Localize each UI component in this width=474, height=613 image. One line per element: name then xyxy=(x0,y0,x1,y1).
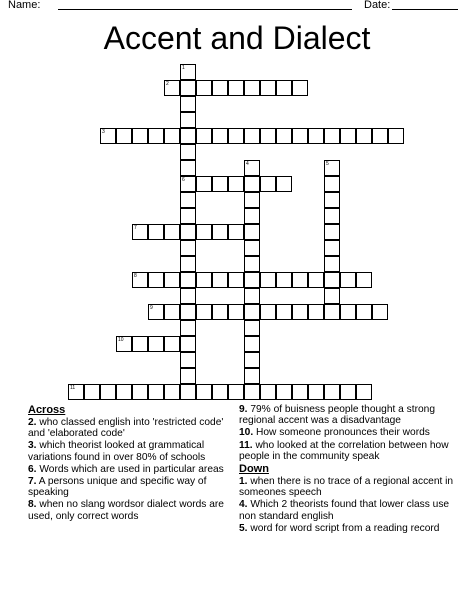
grid-cell-number: 9 xyxy=(150,305,153,311)
grid-cell[interactable] xyxy=(292,80,308,96)
grid-cell[interactable] xyxy=(340,384,356,400)
down-clue-1: 1. when there is no trace of a regional accent in someones speech xyxy=(239,476,454,499)
grid-cell[interactable] xyxy=(180,128,196,144)
grid-cell[interactable] xyxy=(180,336,196,352)
grid-cell[interactable] xyxy=(356,304,372,320)
grid-cell-number: 5 xyxy=(326,161,329,167)
grid-cell[interactable] xyxy=(132,224,148,240)
grid-cell[interactable] xyxy=(292,384,308,400)
grid-cell[interactable] xyxy=(260,176,276,192)
grid-cell[interactable] xyxy=(356,272,372,288)
grid-cell[interactable] xyxy=(228,176,244,192)
grid-cell[interactable] xyxy=(356,128,372,144)
grid-cell[interactable] xyxy=(196,176,212,192)
grid-cell[interactable] xyxy=(244,352,260,368)
grid-cell[interactable] xyxy=(212,272,228,288)
grid-cell-number: 6 xyxy=(182,177,185,183)
grid-cell[interactable] xyxy=(324,288,340,304)
grid-cell[interactable] xyxy=(244,192,260,208)
grid-cell[interactable] xyxy=(276,128,292,144)
down-clue-4: 4. Which 2 theorists found that lower class use non standard english xyxy=(239,499,450,522)
grid-cell[interactable] xyxy=(196,384,212,400)
grid-cell-number: 3 xyxy=(102,129,105,135)
clues-right-column xyxy=(239,404,461,535)
grid-cell-number: 4 xyxy=(246,161,249,167)
grid-cell[interactable] xyxy=(324,192,340,208)
grid-cell[interactable] xyxy=(276,176,292,192)
grid-cell[interactable] xyxy=(196,304,212,320)
grid-cell[interactable] xyxy=(244,368,260,384)
grid-cell[interactable] xyxy=(308,272,324,288)
grid-cell[interactable] xyxy=(132,128,148,144)
grid-cell[interactable] xyxy=(212,80,228,96)
grid-cell[interactable] xyxy=(260,384,276,400)
grid-cell[interactable] xyxy=(180,272,196,288)
grid-cell[interactable] xyxy=(324,384,340,400)
grid-cell[interactable] xyxy=(180,256,196,272)
grid-cell[interactable] xyxy=(132,272,148,288)
grid-cell[interactable] xyxy=(228,128,244,144)
grid-cell[interactable] xyxy=(68,384,84,400)
grid-cell[interactable] xyxy=(164,336,180,352)
grid-cell[interactable] xyxy=(180,224,196,240)
grid-cell[interactable] xyxy=(180,320,196,336)
grid-cell[interactable] xyxy=(244,384,260,400)
grid-cell[interactable] xyxy=(228,272,244,288)
grid-cell[interactable] xyxy=(212,224,228,240)
grid-cell[interactable] xyxy=(180,208,196,224)
grid-cell-number: 2 xyxy=(166,81,169,87)
grid-cell[interactable] xyxy=(180,144,196,160)
grid-cell[interactable] xyxy=(324,272,340,288)
grid-cell[interactable] xyxy=(116,128,132,144)
grid-cell[interactable] xyxy=(308,304,324,320)
grid-cell[interactable] xyxy=(180,384,196,400)
grid-cell[interactable] xyxy=(164,80,180,96)
grid-cell[interactable] xyxy=(340,304,356,320)
down-clue-5: 5. word for word script from a reading record xyxy=(239,522,440,534)
grid-cell[interactable] xyxy=(244,256,260,272)
grid-cell[interactable] xyxy=(244,288,260,304)
grid-cell[interactable] xyxy=(260,80,276,96)
grid-cell[interactable] xyxy=(180,288,196,304)
grid-cell[interactable] xyxy=(308,128,324,144)
grid-cell[interactable] xyxy=(324,304,340,320)
grid-cell[interactable] xyxy=(244,304,260,320)
grid-cell[interactable] xyxy=(100,128,116,144)
grid-cell[interactable] xyxy=(148,224,164,240)
grid-cell[interactable] xyxy=(228,384,244,400)
grid-cell[interactable] xyxy=(244,176,260,192)
grid-cell[interactable] xyxy=(212,176,228,192)
grid-cell[interactable] xyxy=(180,192,196,208)
grid-cell[interactable] xyxy=(276,80,292,96)
grid-cell[interactable] xyxy=(196,224,212,240)
grid-cell[interactable] xyxy=(276,272,292,288)
grid-cell[interactable] xyxy=(196,80,212,96)
down-heading: Down xyxy=(239,463,269,476)
grid-cell[interactable] xyxy=(180,96,196,112)
grid-cell[interactable] xyxy=(84,384,100,400)
grid-cell[interactable] xyxy=(164,272,180,288)
grid-cell[interactable] xyxy=(180,240,196,256)
name-label: Name: xyxy=(8,0,41,11)
grid-cell[interactable] xyxy=(244,272,260,288)
grid-cell[interactable] xyxy=(244,208,260,224)
grid-cell[interactable] xyxy=(180,176,196,192)
grid-cell[interactable] xyxy=(212,128,228,144)
grid-cell[interactable] xyxy=(356,384,372,400)
grid-cell[interactable] xyxy=(212,384,228,400)
grid-cell[interactable] xyxy=(180,80,196,96)
grid-cell[interactable] xyxy=(292,128,308,144)
grid-cell[interactable] xyxy=(372,128,388,144)
grid-cell[interactable] xyxy=(164,224,180,240)
grid-cell[interactable] xyxy=(180,368,196,384)
across-clue-8: 8. when no slang wordsor dialect words are used, only correct words xyxy=(28,499,224,522)
grid-cell[interactable] xyxy=(196,128,212,144)
grid-cell[interactable] xyxy=(148,336,164,352)
grid-cell[interactable] xyxy=(260,304,276,320)
grid-cell[interactable] xyxy=(132,336,148,352)
grid-cell[interactable] xyxy=(292,272,308,288)
grid-cell[interactable] xyxy=(116,336,132,352)
grid-cell[interactable] xyxy=(324,240,340,256)
grid-cell[interactable] xyxy=(324,208,340,224)
grid-cell-number: 11 xyxy=(70,385,76,391)
across-clue-9: 9. 79% of buisness people thought a strong regional accent was a disadvantage xyxy=(239,404,435,427)
grid-cell[interactable] xyxy=(372,304,388,320)
grid-cell[interactable] xyxy=(308,384,324,400)
grid-cell[interactable] xyxy=(292,304,308,320)
page-title: Accent and Dialect xyxy=(103,20,371,56)
grid-cell[interactable] xyxy=(196,272,212,288)
grid-cell[interactable] xyxy=(164,304,180,320)
grid-cell[interactable] xyxy=(244,336,260,352)
grid-cell-number: 1 xyxy=(182,65,185,71)
grid-cell[interactable] xyxy=(388,128,404,144)
grid-cell[interactable] xyxy=(164,128,180,144)
grid-cell[interactable] xyxy=(132,384,148,400)
across-clue-3: 3. which theorist looked at grammatical variations found in over 80% of schools xyxy=(28,440,206,463)
grid-cell[interactable] xyxy=(340,272,356,288)
grid-cell[interactable] xyxy=(148,304,164,320)
grid-cell[interactable] xyxy=(244,224,260,240)
clues-section xyxy=(0,404,474,613)
grid-cell[interactable] xyxy=(324,128,340,144)
grid-cell[interactable] xyxy=(180,352,196,368)
across-clue-6: 6. Words which are used in particular areas xyxy=(28,463,224,475)
grid-cell[interactable] xyxy=(324,176,340,192)
grid-cell[interactable] xyxy=(276,304,292,320)
grid-cell[interactable] xyxy=(260,128,276,144)
across-clue-10: 10. How someone pronounces their words xyxy=(239,427,430,439)
grid-cell-number: 8 xyxy=(134,273,137,279)
grid-cell[interactable] xyxy=(228,224,244,240)
grid-cell[interactable] xyxy=(164,384,180,400)
across-clue-2: 2. who classed english into 'restricted code' and 'elaborated code' xyxy=(28,417,224,440)
grid-cell[interactable] xyxy=(116,384,132,400)
grid-cell[interactable] xyxy=(228,304,244,320)
grid-cell[interactable] xyxy=(180,304,196,320)
grid-cell[interactable] xyxy=(244,240,260,256)
date-label: Date: xyxy=(364,0,391,11)
grid-cell[interactable] xyxy=(276,384,292,400)
grid-cell[interactable] xyxy=(180,160,196,176)
across-clue-7: 7. A persons unique and specific way of speaking xyxy=(28,476,207,499)
grid-cell[interactable] xyxy=(260,272,276,288)
grid-cell[interactable] xyxy=(228,80,244,96)
grid-cell[interactable] xyxy=(244,160,260,176)
grid-cell[interactable] xyxy=(180,64,196,80)
grid-cell[interactable] xyxy=(324,256,340,272)
across-heading: Across xyxy=(28,404,66,416)
grid-cell-number: 7 xyxy=(134,225,137,231)
grid-cell[interactable] xyxy=(212,304,228,320)
grid-cell[interactable] xyxy=(340,128,356,144)
grid-cell[interactable] xyxy=(180,112,196,128)
grid-cell[interactable] xyxy=(148,272,164,288)
grid-cell-number: 10 xyxy=(118,337,124,343)
grid-cell[interactable] xyxy=(100,384,116,400)
grid-cell[interactable] xyxy=(324,224,340,240)
grid-cell[interactable] xyxy=(244,320,260,336)
grid-cell[interactable] xyxy=(244,80,260,96)
grid-cell[interactable] xyxy=(244,128,260,144)
clues-left-column xyxy=(28,404,232,523)
across-clue-11: 11. who looked at the correlation between how people in the community speak xyxy=(239,439,449,462)
grid-cell[interactable] xyxy=(148,128,164,144)
grid-cell[interactable] xyxy=(324,160,340,176)
grid-cell[interactable] xyxy=(148,384,164,400)
